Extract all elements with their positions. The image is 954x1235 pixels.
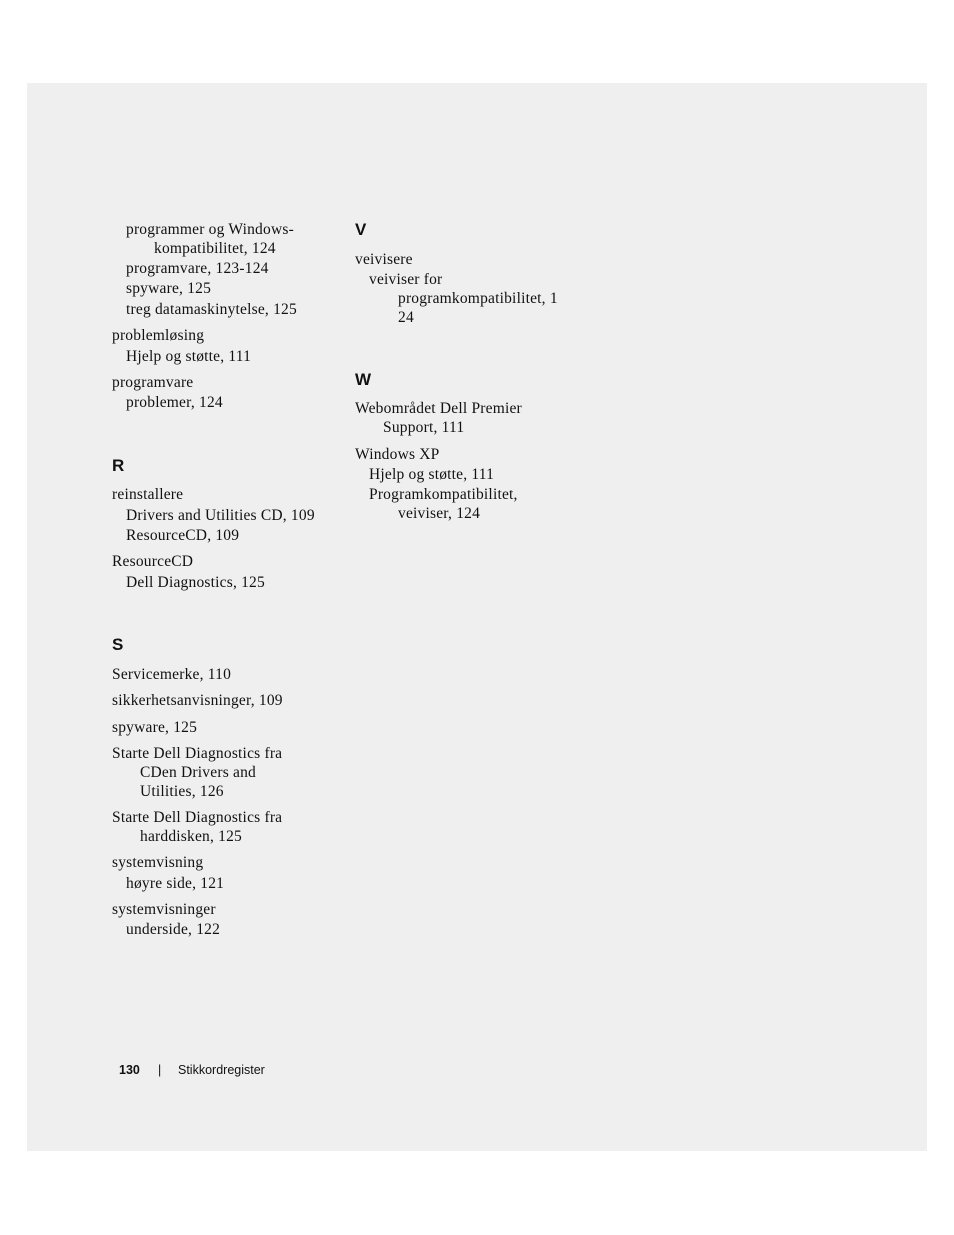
index-entry: programkompatibilitet, 1 xyxy=(398,290,558,307)
index-entry: Windows XP xyxy=(355,446,440,463)
index-entry: kompatibilitet, 124 xyxy=(154,240,276,257)
index-entry: sikkerhetsanvisninger, 109 xyxy=(112,692,283,709)
index-entry: Hjelp og støtte, 111 xyxy=(369,466,495,483)
index-entry: Webområdet Dell Premier xyxy=(355,400,522,417)
index-entry: Starte Dell Diagnostics fra xyxy=(112,809,283,826)
index-entry: veivisere xyxy=(355,251,413,268)
index-entry: spyware, 125 xyxy=(112,719,198,736)
footer-section-title: Stikkordregister xyxy=(178,1063,265,1077)
index-entry: høyre side, 121 xyxy=(126,875,225,892)
section-heading-s: S xyxy=(112,635,124,654)
index-entry: Starte Dell Diagnostics fra xyxy=(112,745,283,762)
index-entry: spyware, 125 xyxy=(126,280,212,297)
index-entry: Utilities, 126 xyxy=(140,783,224,800)
index-entry: systemvisning xyxy=(112,854,204,871)
index-entry: Support, 111 xyxy=(383,419,465,436)
section-heading-v: V xyxy=(355,220,367,239)
section-heading-r: R xyxy=(112,456,125,475)
index-entry: CDen Drivers and xyxy=(140,764,256,781)
index-entry: treg datamaskinytelse, 125 xyxy=(126,301,297,318)
page-number: 130 xyxy=(119,1063,140,1077)
section-heading-w: W xyxy=(355,370,372,389)
index-entry: Hjelp og støtte, 111 xyxy=(126,348,252,365)
index-entry: reinstallere xyxy=(112,486,184,503)
index-entry: Programkompatibilitet, xyxy=(369,486,518,503)
index-entry: underside, 122 xyxy=(126,921,221,938)
index-entry: veiviser, 124 xyxy=(398,505,481,522)
index-entry: veiviser for xyxy=(369,271,443,288)
index-entry: Servicemerke, 110 xyxy=(112,666,232,683)
index-page xyxy=(27,83,927,1151)
index-entry: problemer, 124 xyxy=(126,394,223,411)
index-entry: problemløsing xyxy=(112,327,205,344)
footer-separator: | xyxy=(158,1063,162,1077)
index-entry: programvare, 123-124 xyxy=(126,260,269,277)
index-entry: Dell Diagnostics, 125 xyxy=(126,574,265,591)
index-entry: ResourceCD xyxy=(112,553,194,570)
index-entry: ResourceCD, 109 xyxy=(126,527,240,544)
index-entry: systemvisninger xyxy=(112,901,216,918)
index-entry: 24 xyxy=(398,309,414,326)
index-entry: programvare xyxy=(112,374,194,391)
index-entry: programmer og Windows- xyxy=(126,221,294,238)
index-entry: harddisken, 125 xyxy=(140,828,243,845)
index-entry: Drivers and Utilities CD, 109 xyxy=(126,507,315,524)
